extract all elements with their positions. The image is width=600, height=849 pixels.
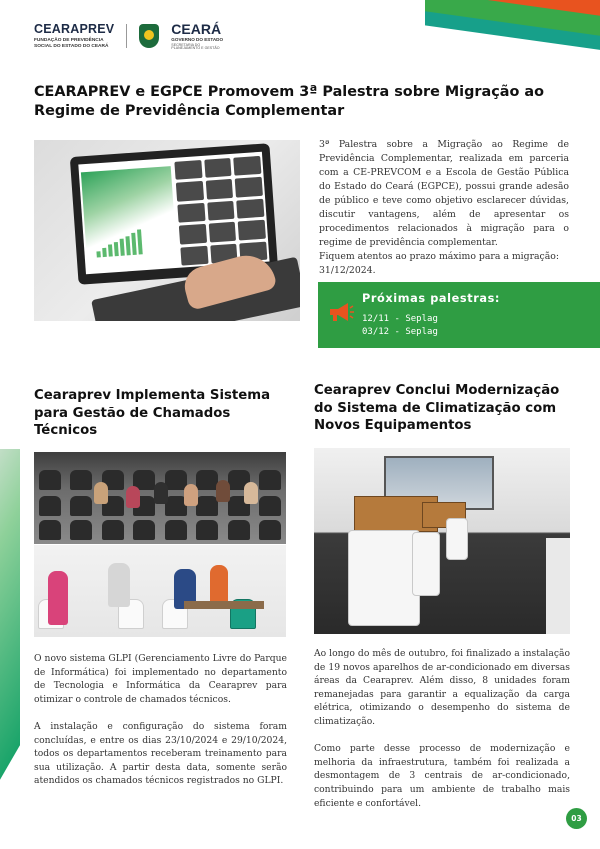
article1-deadline: Fiquem atentos ao prazo máximo para a migração: 31/12/2024. [319,251,560,276]
ceara-logo-subtitle: GOVERNO DO ESTADO [171,37,224,42]
header-logos [34,22,223,51]
ceara-logo-secretariat-line1: SECRETARIA DO [171,42,201,47]
article3-paragraph-1: Ao longo do mês de outubro, foi finalizado a instalação de 19 novos aparelhos de ar-condicionado em diversas áreas da Cearaprev. Além disso, 8 unidades foram remanejadas para garantir a equalização da carga elétrica, otimizando o desempenho do sistema de climatização. [314,648,570,727]
article1-paragraph: 3ª Palestra sobre a Migração ao Regime de Previdência Complementar, realizada em parceria com a CE-PREVCOM e a Escola de Gestão Pública do Estado do Ceará (EGPCE), possui grande adesão de público e teve como objetivo esclarecer dúvidas, discutir vantagens, além de apresentar os procedimentos relacionados à migração para o regime de previdência complementar. [319,139,569,248]
article3-title: Cearaprev Conclui Modernização do Sistema de Climatização com Novos Equipamentos [314,383,560,433]
article3-body [314,647,570,824]
ceara-logo-secretariat-line2: PLANEJAMENTO E GESTÃO [171,46,220,51]
article1-body [319,138,569,278]
next-talk-item: 03/12 - Seplag [362,327,438,337]
article2-paragraph-1: O novo sistema GLPI (Gerenciamento Livre do Parque de Informática) foi implementado no departamento de Tecnologia e Informática da Cearaprev para otimizar o controle de chamados técnicos. [34,653,287,705]
ceara-logo-secretariat [171,44,223,51]
ceara-logo-name: CEARÁ [171,21,222,37]
cearaprev-logo-subtitle [34,38,114,50]
cearaprev-logo [34,23,114,49]
next-talk-item: 12/11 - Seplag [362,314,438,324]
next-talks-title: Próximas palestras: [362,292,501,305]
article2-title: Cearaprev Implementa Sistema para Gestão de Chamados Técnicos [34,388,271,438]
cearaprev-logo-name: CEARAPREV [34,22,115,37]
article2-training-photo-top [34,452,286,544]
page-number: 03 [566,808,587,829]
article1-title: CEARAPREV e EGPCE Promovem 3ª Palestra sobre Migração ao Regime de Previdência Complementar [34,84,544,119]
corner-gradient-decoration [0,449,34,849]
article3-air-conditioners-photo [314,448,570,634]
article3-paragraph-2: Como parte desse processo de modernização e melhoria da infraestrutura, também foi realizada a desmontagem de 3 centrais de ar-condicionado, contribuindo para um ambiente de trabalho mais eficiente e confortável. [314,743,570,809]
article2-body [34,652,287,802]
corner-stripes-decoration [425,0,600,60]
logo-divider [126,24,127,48]
article2-paragraph-2: A instalação e configuração do sistema foram concluídas, e entre os dias 23/10/2024 e 29/10/2024, todos os departamentos receberam treinamento para sua utilização. A partir desta data, somente serão atendidos os chamados técnicos registrados no GLPI. [34,720,287,787]
megaphone-icon [326,300,354,324]
next-talks-list [362,313,438,339]
cearaprev-logo-sub-line1: FUNDAÇÃO DE PREVIDÊNCIA [34,37,104,43]
article1-laptop-photo [34,140,300,321]
next-talks-box [318,282,600,348]
article2-training-photo-bottom [34,545,286,637]
state-seal-icon [139,24,159,48]
ceara-government-logo [171,22,223,51]
cearaprev-logo-sub-line2: SOCIAL DO ESTADO DO CEARÁ [34,43,109,49]
